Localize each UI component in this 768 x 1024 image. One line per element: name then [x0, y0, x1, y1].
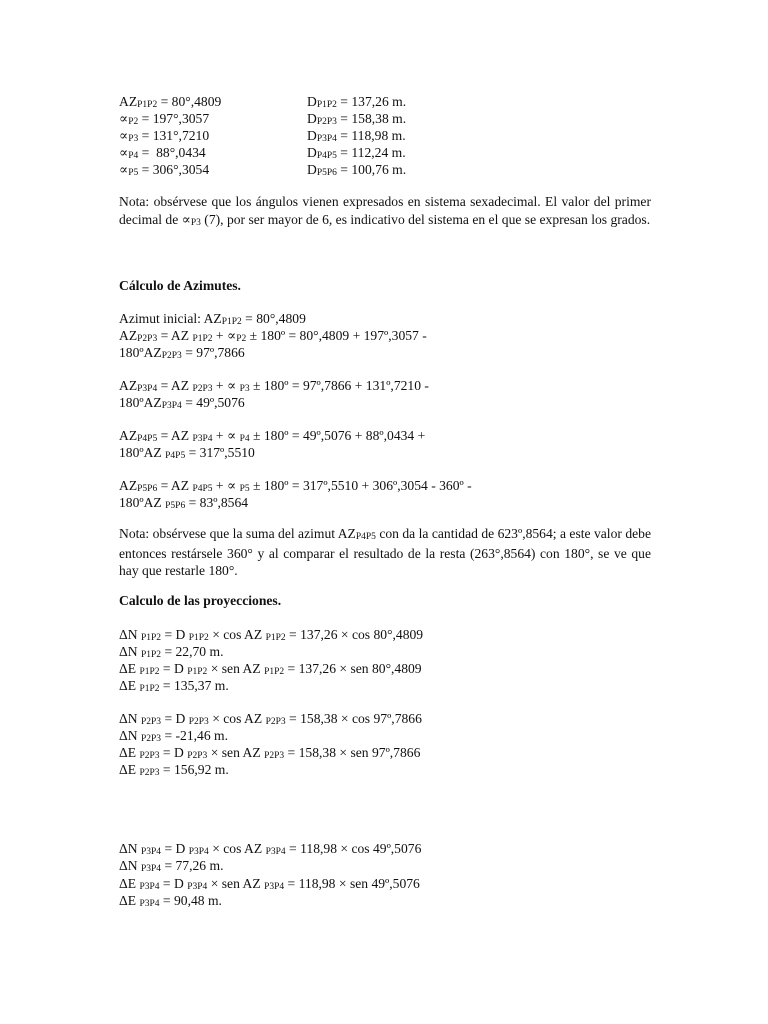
azimut-line: 180ºAZ$_{P2P3}$ = 97º,7866: [119, 345, 245, 361]
proyeccion-line: ΔE $_{P2P3}$ = 156,92 m.: [119, 762, 229, 778]
azimut-line: 180ºAZ$_{P3P4}$ = 49º,5076: [119, 395, 245, 411]
azimut-line: $AZ_{P5P6}$ = AZ $_{P4P5}$ + ∝ $_{P5}$ ± 180º = 317º,5510 + 306º,3054 - 360º -: [119, 478, 472, 494]
azimut-line: $AZ_{P4P5}$ = AZ $_{P3P4}$ + ∝ $_{P4}$ ± 180º = 49º,5076 + 88º,0434 +: [119, 428, 426, 444]
alpha-p2-value: $\propto_{P2} = 197^\circ,3057$: [119, 111, 210, 127]
proyeccion-line: ΔE $_{P1P2}$ = 135,37 m.: [119, 678, 229, 694]
d-p5p6-value: $D_{P5P6} = 100,76$ m.: [307, 162, 407, 178]
azimut-line: 180ºAZ $_{P4P5}$ = 317º,5510: [119, 445, 255, 461]
proyeccion-line: ΔN $_{P1P2}$ = 22,70 m.: [119, 644, 224, 660]
azimut-line: $AZ_{P2P3}$ = AZ $_{P1P2} + \propto_{P2}$ ± 180º = 80°,4809 + 197º,3057 -: [119, 328, 427, 344]
proyeccion-line: ΔE $_{P3P4}$ = D $_{P3P4}$ × sen AZ $_{P3P4}$ = 118,98 × sen 49º,5076: [119, 876, 420, 892]
proyeccion-line: ΔN $_{P2P3}$ = D $_{P2P3}$ × cos AZ $_{P2P3}$ = 158,38 × cos 97º,7866: [119, 711, 422, 727]
azimut-line: $AZ_{P3P4}$ = AZ $_{P2P3}$ + ∝ $_{P3}$ ± 180º = 97º,7866 + 131º,7210 -: [119, 378, 429, 394]
note-sexadecimal: Nota: obsérvese que los ángulos vienen expresados en sistema sexadecimal. El valor del primer decimal de $\propto_{P3}$ (7), por ser mayor de 6, es indicativo del sistema en el que se expresan los grados.: [119, 194, 651, 228]
proyeccion-line: ΔN $_{P3P4}$ = D $_{P3P4}$ × cos AZ $_{P3P4}$ = 118,98 × cos 49º,5076: [119, 841, 422, 857]
alpha-p4-value: $\propto_{P4} = 88^\circ,0434$: [119, 145, 206, 161]
azimut-line: 180ºAZ $_{P5P6}$ = 83º,8564: [119, 495, 249, 511]
note-suma-azimut: Nota: obsérvese que la suma del azimut $AZ_{P4P5}$ con da la cantidad de 623º,8564; a este valor debe entonces restársele 360° y al comparar el resultado de la resta (263°,8564) con 180°, se ve que hay que restarle 180°.: [119, 526, 651, 578]
proyeccion-line: ΔN $_{P2P3}$ = -21,46 m.: [119, 728, 228, 744]
proyeccion-line: ΔE $_{P1P2}$ = D $_{P1P2}$ × sen AZ $_{P1P2}$ = 137,26 × sen 80°,4809: [119, 661, 422, 677]
az-p1p2-value: $AZ_{P1P2} = 80^\circ,4809$: [119, 94, 222, 110]
section-heading-proyecciones: Calculo de las proyecciones.: [119, 593, 282, 608]
alpha-p3-value: $\propto_{P3} = 131^\circ,7210$: [119, 128, 210, 144]
alpha-p5-value: $\propto_{P5} = 306^\circ,3054$: [119, 162, 210, 178]
azimut-line: Azimut inicial: $AZ_{P1P2} = 80^\circ,4809$: [119, 311, 306, 327]
proyeccion-line: ΔE $_{P2P3}$ = D $_{P2P3}$ × sen AZ $_{P2P3}$ = 158,38 × sen 97º,7866: [119, 745, 421, 761]
proyeccion-line: ΔE $_{P3P4}$ = 90,48 m.: [119, 893, 222, 909]
d-p3p4-value: $D_{P3P4} = 118,98$ m.: [307, 128, 406, 144]
d-p2p3-value: $D_{P2P3} = 158,38$ m.: [307, 111, 407, 127]
proyeccion-line: ΔN $_{P1P2}$ = D $_{P1P2}$ × cos AZ $_{P1P2}$ = 137,26 × cos 80°,4809: [119, 627, 424, 643]
d-p1p2-value: $D_{P1P2} = 137,26$ m.: [307, 94, 407, 110]
d-p4p5-value: $D_{P4P5} = 112,24$ m.: [307, 145, 406, 161]
proyeccion-line: ΔN $_{P3P4}$ = 77,26 m.: [119, 858, 224, 874]
section-heading-azimutes: Cálculo de Azimutes.: [119, 278, 241, 293]
